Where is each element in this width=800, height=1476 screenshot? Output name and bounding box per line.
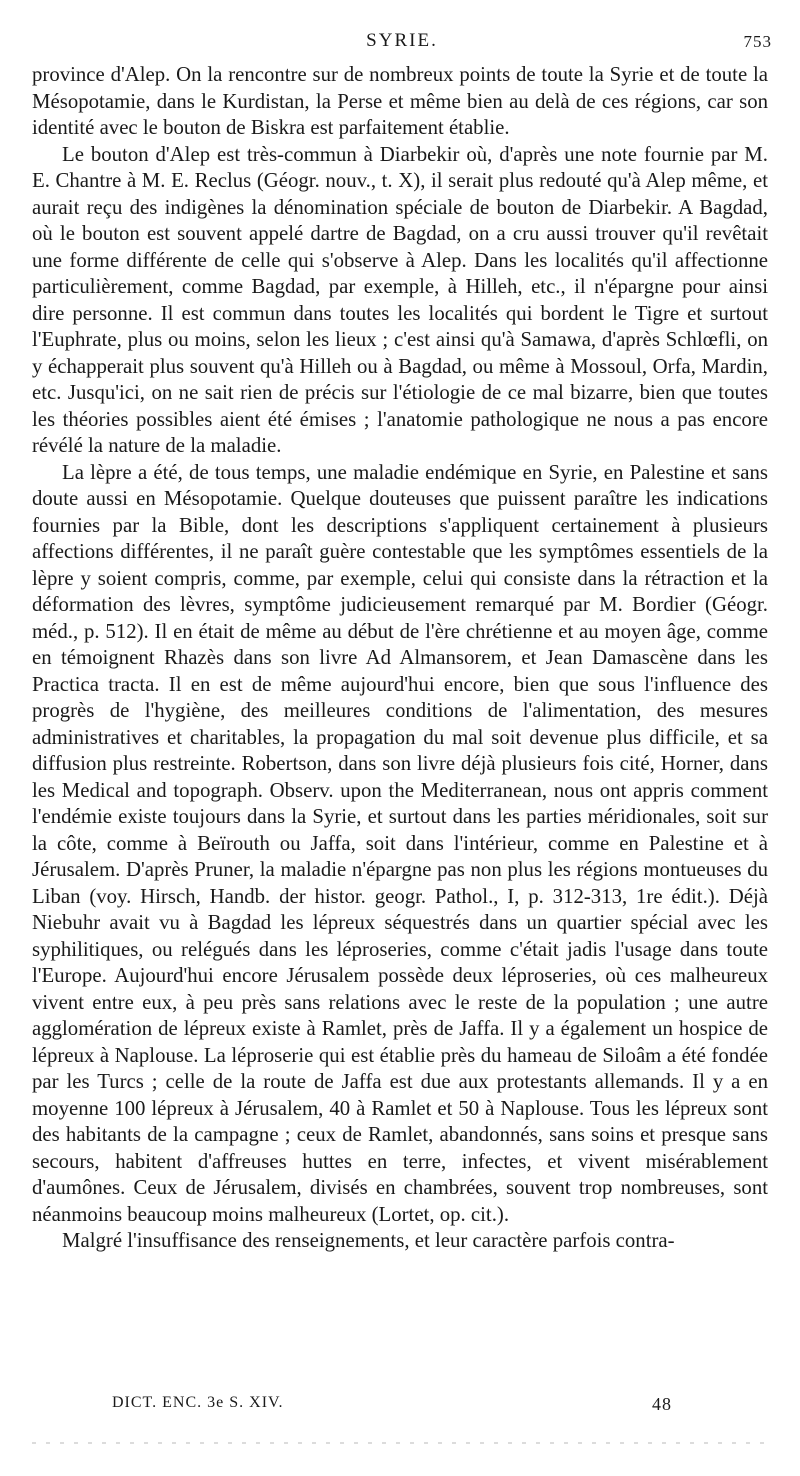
page-footer — [112, 1394, 672, 1418]
paragraph: La lèpre a été, de tous temps, une maladie endémique en Syrie, en Palestine et sans doute aussi en Mésopotamie. Quelque douteuses que puissent paraître les indications fournies par la Bible, dont les descriptions s'appliquent certainement à plusieurs affections différentes, il ne paraît guère contestable que les symptômes essentiels de la lèpre y soient compris, comme, par exemple, celui qui consiste dans la rétraction et la déformation des lèvres, symptôme judicieusement remarqué par M. Bordier (Géogr. méd., p. 512). Il en était de même au début de l'ère chrétienne et au moyen âge, comme en témoignent Rhazès dans son livre Ad Almansorem, et Jean Damascène dans les Practica tracta. Il en est de même aujourd'hui encore, bien que sous l'influence des progrès de l'hygiène, des meilleures conditions de l'alimentation, des mesures administratives et charitables, la propagation du mal soit devenue plus difficile, et sa diffusion plus restreinte. Robertson, dans son livre déjà plusieurs fois cité, Horner, dans les Medical and topograph. Observ. upon the Mediterranean, nous ont appris comment l'endémie existe toujours dans la Syrie, et surtout dans les parties méridionales, soit sur la côte, comme à Beïrouth ou Jaffa, soit dans l'intérieur, comme en Palestine et à Jérusalem. D'après Pruner, la maladie n'épargne pas non plus les régions montueuses du Liban (voy. Hirsch, Handb. der histor. geogr. Pathol., I, p. 312-313, 1re édit.). Déjà Niebuhr avait vu à Bagdad les lépreux séquestrés dans un quartier spécial avec les syphilitiques, ou relégués dans les léproseries, comme c'était jadis l'usage dans toute l'Europe. Aujourd'hui encore Jérusalem possède deux léproseries, où ces malheureux vivent entre eux, à peu près sans relations avec le reste de la population ; une autre agglomération de lépreux existe à Ramlet, près de Jaffa. Il y a également un hospice de lépreux à Naplouse. La léproserie qui est établie près du hameau de Siloâm a été fondée par les Turcs ; celle de la route de Jaffa est due aux protestants allemands. Il y a en moyenne 100 lépreux à Jérusalem, 40 à Ramlet et 50 à Naplouse. Tous les lépreux sont des habitants de la campagne ; ceux de Ramlet, abandonnés, sans soins et presque sans secours, habitent d'affreuses huttes en terre, infectes, et vivent misérablement d'aumônes. Ceux de Jérusalem, divisés en chambrées, souvent trop nombreuses, sont néanmoins beaucoup moins malheureux (Lortet, op. cit.). — [32, 460, 768, 1226]
running-title: SYRIE. — [366, 30, 438, 51]
sheet-number: 48 — [652, 1394, 672, 1414]
paragraph: province d'Alep. On la rencontre sur de nombreux points de toute la Syrie et de toute la Mésopotamie, dans le Kurdistan, la Perse et même bien au delà de ces régions, car son identité avec le bouton de Biskra est parfaitement établie. — [32, 63, 768, 139]
paragraph: Le bouton d'Alep est très-commun à Diarbekir où, d'après une note fournie par M. E. Chantre à M. E. Reclus (Géogr. nouv., t. X), il serait plus redouté qu'à Alep même, et aurait reçu des indigènes la dénomination spéciale de bouton de Diarbekir. A Bagdad, où le bouton est souvent appelé dartre de Bagdad, on a cru aussi trouver qu'il revêtait une forme différente de celle qui s'observe à Alep. Dans les localités qu'il affectionne particulièrement, comme Bagdad, par exemple, à Hilleh, etc., il n'épargne pour ainsi dire personne. Il est commun dans toutes les localités qui bordent le Tigre et surtout l'Euphrate, plus ou moins, selon les lieux ; c'est ainsi qu'à Samawa, d'après Schlœfli, on y échapperait plus souvent qu'à Hilleh ou à Bagdad, ou même à Mossoul, Orfa, Mardin, etc. Jusqu'ici, on ne sait rien de précis sur l'étiologie de ce mal bizarre, bien que toutes les théories possibles aient été émises ; l'anatomie pathologique ne nous a pas encore révélé la nature de la maladie. — [32, 142, 768, 457]
page-number: 753 — [743, 32, 772, 51]
paragraph: Malgré l'insuffisance des renseignements, et leur caractère parfois contra- — [62, 1229, 675, 1252]
page-header — [32, 30, 772, 56]
scan-edge-artifact — [32, 1442, 768, 1444]
body-text — [32, 62, 768, 1255]
signature-mark: DICT. ENC. 3e S. XIV. — [112, 1394, 284, 1411]
